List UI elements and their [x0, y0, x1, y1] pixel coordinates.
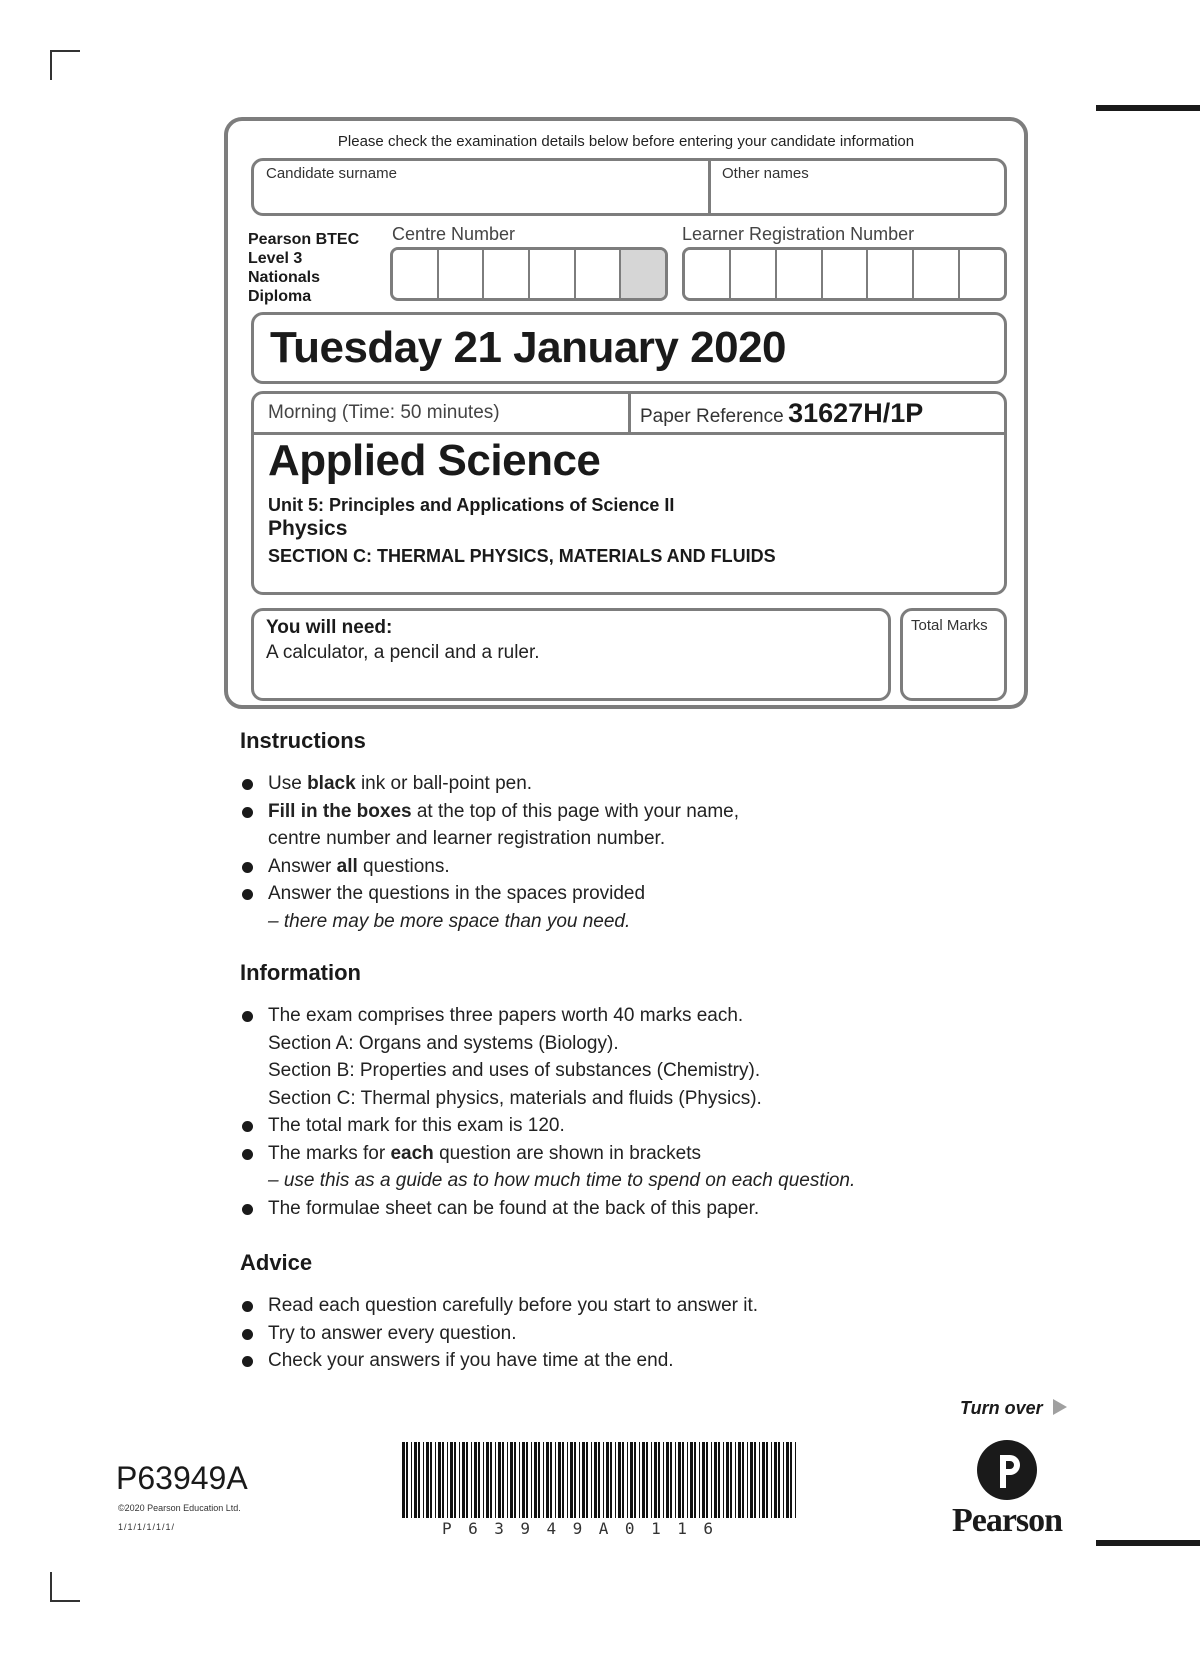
copyright: ©2020 Pearson Education Ltd. — [118, 1503, 241, 1513]
paper-reference — [640, 398, 923, 429]
list-item: Read each question carefully before you start to answer it. — [240, 1292, 960, 1320]
centre-number-cell[interactable] — [393, 250, 439, 298]
qualification-label: Pearson BTEC Level 3 Nationals Diploma — [248, 231, 360, 305]
centre-number-cell[interactable] — [484, 250, 530, 298]
paper-reference-code: 31627H/1P — [788, 398, 924, 428]
crop-mark-top-left-h — [50, 50, 80, 52]
learner-registration-cell[interactable] — [914, 250, 960, 298]
list-item: The total mark for this exam is 120. — [240, 1112, 960, 1140]
requirements-box — [251, 608, 891, 701]
centre-number-cell-shaded — [621, 250, 665, 298]
centre-number-grid[interactable] — [390, 247, 668, 301]
learner-registration-label: Learner Registration Number — [682, 224, 915, 244]
crop-mark-bottom-left-v — [50, 1572, 52, 1602]
learner-registration-cell[interactable] — [777, 250, 823, 298]
list-item: Answer all questions. — [240, 853, 960, 881]
candidate-details-frame — [224, 117, 1028, 709]
list-item: Check your answers if you have time at the end. — [240, 1347, 960, 1375]
paper-code: P63949A — [116, 1460, 248, 1496]
pearson-logo-icon — [977, 1440, 1037, 1500]
paper-details-divider — [254, 432, 1004, 435]
arrow-right-icon — [1053, 1399, 1067, 1415]
side-marker-bottom — [1096, 1540, 1200, 1546]
names-divider — [708, 161, 711, 213]
learner-registration-grid[interactable] — [682, 247, 1007, 301]
candidate-surname-field[interactable] — [254, 181, 704, 213]
barcode-icon — [402, 1442, 798, 1518]
list-item: Answer the questions in the spaces provided – there may be more space than you need. — [240, 880, 960, 935]
other-names-label: Other names — [722, 165, 809, 182]
list-item: The formulae sheet can be found at the back of this paper. — [240, 1195, 960, 1223]
side-marker-top — [1096, 105, 1200, 111]
learner-registration-cell[interactable] — [685, 250, 731, 298]
unit-title: Unit 5: Principles and Applications of Science II — [268, 495, 675, 515]
total-marks-label: Total Marks — [911, 617, 988, 634]
requirements-text: A calculator, a pencil and a ruler. — [266, 642, 540, 663]
crop-mark-bottom-left-h — [50, 1600, 80, 1602]
information-list — [240, 1002, 960, 1222]
centre-number-cell[interactable] — [530, 250, 576, 298]
subject-title: Applied Science — [268, 436, 601, 485]
advice-list — [240, 1292, 960, 1375]
check-note: Please check the examination details below before entering your candidate information — [337, 133, 915, 150]
exam-date: Tuesday 21 January 2020 — [270, 323, 787, 372]
centre-number-cell[interactable] — [439, 250, 485, 298]
crop-mark-top-left-v — [50, 50, 52, 80]
paper-reference-label: Paper Reference — [640, 406, 784, 427]
turn-over: Turn over — [960, 1398, 1067, 1419]
list-item: Try to answer every question. — [240, 1320, 960, 1348]
barcode-number: P63949A0116 — [442, 1519, 730, 1538]
instructions-list — [240, 770, 960, 935]
requirements-title: You will need: — [266, 617, 393, 638]
discipline-title: Physics — [268, 517, 348, 540]
centre-number-cell[interactable] — [576, 250, 622, 298]
section-title: SECTION C: THERMAL PHYSICS, MATERIALS AND FLUIDS — [268, 546, 776, 566]
candidate-surname-label: Candidate surname — [266, 165, 397, 182]
version-code: 1/1/1/1/1/1/ — [118, 1522, 176, 1532]
learner-registration-cell[interactable] — [731, 250, 777, 298]
exam-date-box — [251, 312, 1007, 384]
learner-registration-cell[interactable] — [868, 250, 914, 298]
learner-registration-cell[interactable] — [823, 250, 869, 298]
learner-registration-cell[interactable] — [960, 250, 1004, 298]
pearson-wordmark: Pearson — [951, 1502, 1063, 1539]
list-item: The exam comprises three papers worth 40 marks each. Section A: Organs and systems (Biology). Section B: Properties and uses of substances (Chemistry). Section C: Thermal physics, materials and fluids (Physics). — [240, 1002, 960, 1112]
total-marks-box — [900, 608, 1007, 701]
list-item: Fill in the boxes at the top of this page with your name, centre number and learner registration number. — [240, 798, 960, 853]
advice-heading: Advice — [240, 1250, 313, 1275]
session-time: Morning (Time: 50 minutes) — [268, 402, 500, 423]
instructions-heading: Instructions — [240, 728, 366, 753]
information-heading: Information — [240, 960, 361, 985]
other-names-field[interactable] — [712, 181, 1002, 213]
session-divider — [628, 394, 631, 432]
list-item: The marks for each question are shown in brackets – use this as a guide as to how much time to spend on each question. — [240, 1140, 960, 1195]
list-item: Use black ink or ball-point pen. — [240, 770, 960, 798]
paper-details-box — [251, 391, 1007, 595]
pearson-logo — [938, 1440, 1076, 1540]
centre-number-label: Centre Number — [392, 224, 516, 244]
